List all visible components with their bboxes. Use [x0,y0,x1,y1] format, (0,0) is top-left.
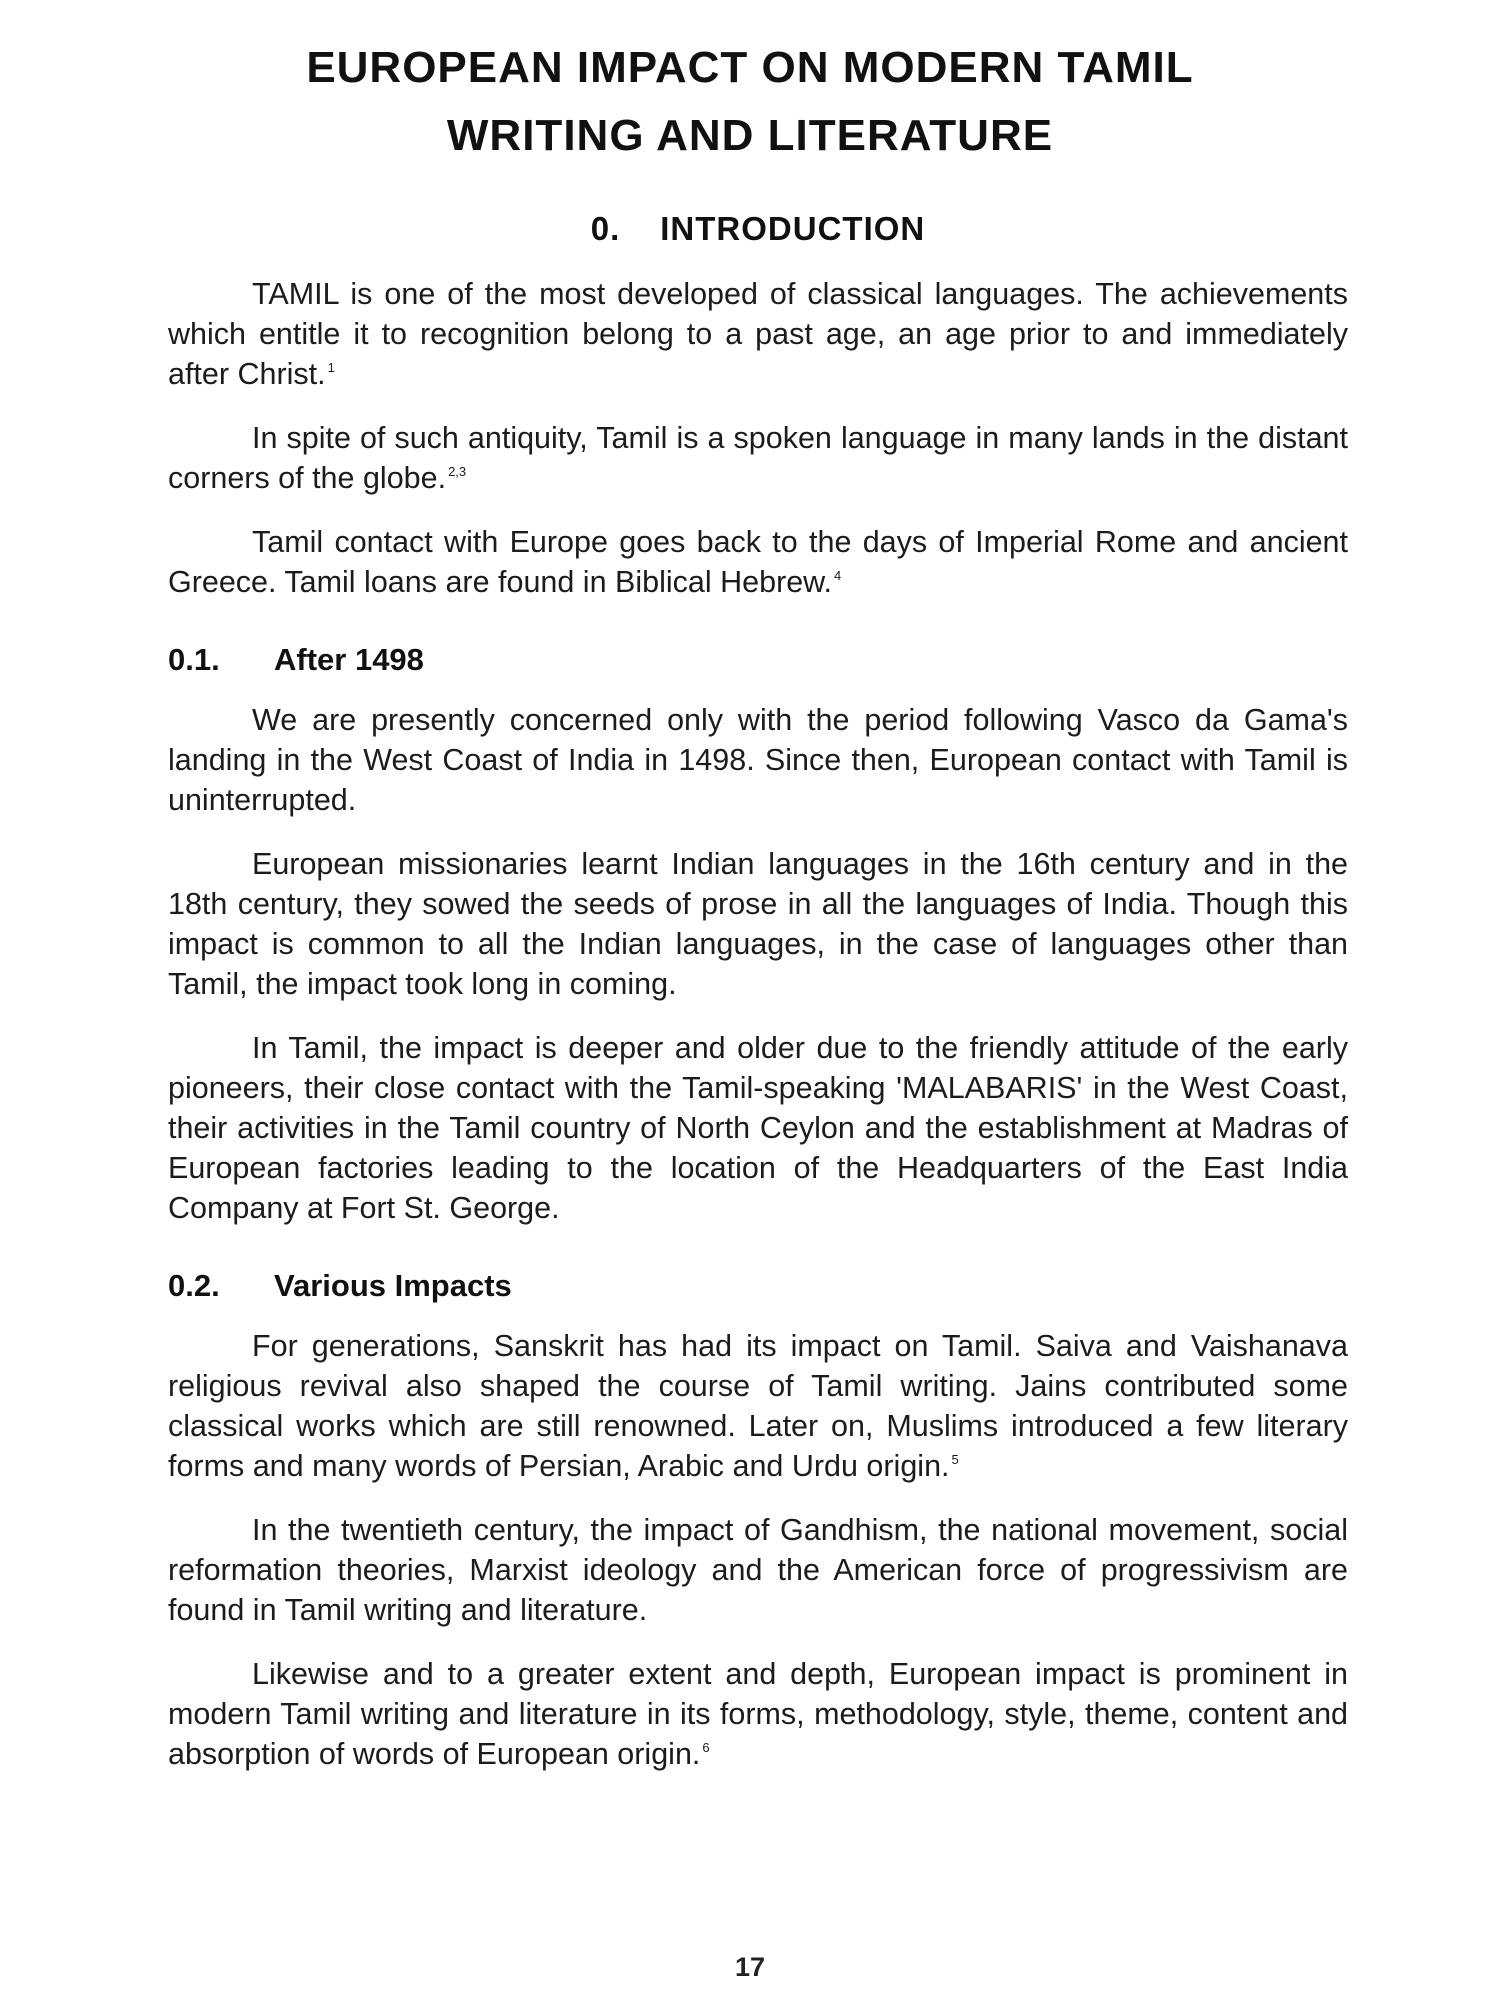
paragraph [168,418,1348,498]
paragraph [168,1510,1348,1630]
paragraph-text: In Tamil, the impact is deeper and older due to the friendly attitude of the early pioneers, their close contact with the Tamil-speaking 'MALABARIS' in the West Coast, their activities in the Tamil country of North Ceylon and the establishment at Madras of European factories leading to the location of the Headquarters of the East India Company at Fort St. George. [168,1031,1348,1225]
introduction-heading [168,210,1348,248]
footnote-marker: 4 [834,568,842,583]
paragraph-text: Tamil contact with Europe goes back to the days of Imperial Rome and ancient Greece. Tamil loans are found in Biblical Hebrew. [168,525,1348,599]
paragraph [168,1028,1348,1228]
section-number: 0.1. [168,642,220,677]
footnote-marker: 6 [702,1740,710,1755]
section-title: After 1498 [274,642,424,677]
paragraph [168,844,1348,1004]
paragraph-text: TAMIL is one of the most developed of classical languages. The achievements which entitle it to recognition belong to a past age, an age prior to and immediately after Christ. [168,277,1348,391]
paragraph-text: For generations, Sanskrit has had its impact on Tamil. Saiva and Vaishanava religious revival also shaped the course of Tamil writing. Jains contributed some classical works which are still renowned. Later on, Muslims introduced a few literary forms and many words of Persian, Arabic and Urdu origin. [168,1329,1348,1483]
paragraph-text: In spite of such antiquity, Tamil is a spoken language in many lands in the distant corners of the globe. [168,421,1348,495]
paragraph [168,522,1348,602]
paragraph [168,274,1348,394]
section-number: 0. [590,210,621,247]
footnote-marker: 2,3 [448,464,467,479]
section-title: Various Impacts [274,1268,512,1303]
page-number: 17 [734,1952,766,1982]
paragraph-text: European missionaries learnt Indian languages in the 16th century and in the 18th century, they sowed the seeds of prose in all the languages of India. Though this impact is common to all the Indian languages, in the case of languages other than Tamil, the impact took long in coming. [168,847,1348,1001]
title-line-2: WRITING AND LITERATURE [446,111,1054,160]
section-title: INTRODUCTION [660,210,926,247]
title-line-1: EUROPEAN IMPACT ON MODERN TAMIL [306,43,1194,92]
main-content [168,210,1348,1798]
paragraph [168,700,1348,820]
page-title [0,0,1500,170]
paragraph [168,1326,1348,1486]
section-number: 0.2. [168,1268,220,1303]
paragraph-text: Likewise and to a greater extent and depth, European impact is prominent in modern Tamil writing and literature in its forms, methodology, style, theme, content and absorption of words of European origin. [168,1657,1348,1771]
paragraph [168,1654,1348,1774]
paragraph-text: We are presently concerned only with the period following Vasco da Gama's landing in the West Coast of India in 1498. Since then, European contact with Tamil is uninterrupted. [168,703,1348,817]
footnote-marker: 5 [951,1452,959,1467]
paragraph-text: In the twentieth century, the impact of Gandhism, the national movement, social reformation theories, Marxist ideology and the American force of progressivism are found in Tamil writing and literature. [168,1513,1348,1627]
section-heading-after-1498 [168,642,1348,678]
footnote-marker: 1 [327,360,335,375]
section-heading-various-impacts [168,1268,1348,1304]
